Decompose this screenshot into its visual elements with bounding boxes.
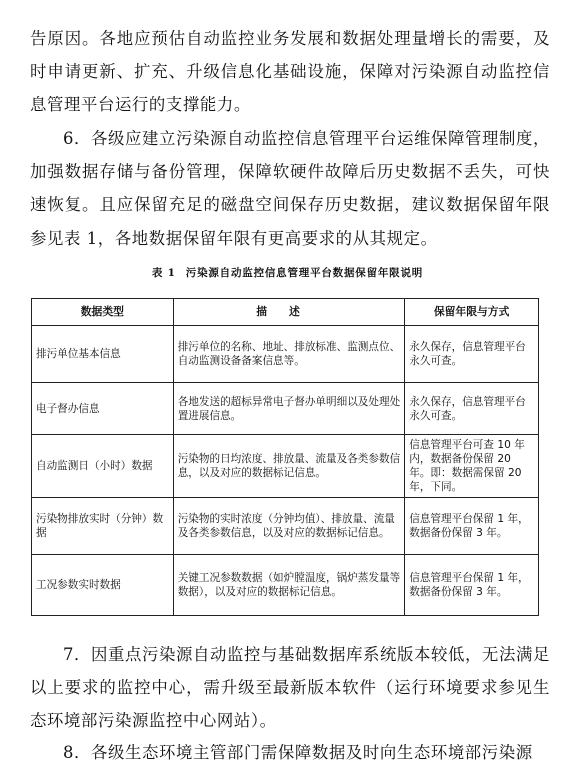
table-caption-title: 污染源自动监控信息管理平台数据保留年限说明: [185, 267, 424, 279]
cell-retention: 信息管理平台可查 10 年内，数据备份保留 20 年。即：数据需保留 20 年，下同。: [405, 435, 539, 498]
cell-description: 排污单位的名称、地址、排放标准、监测点位、自动监测设备备案信息等。: [173, 326, 405, 383]
table-row: [32, 326, 539, 383]
cell-description: 关键工况参数数据（如炉膛温度，锅炉蒸发量等数据），以及对应的数据标记信息。: [173, 555, 405, 616]
cell-description: 各地发送的超标异常电子督办单明细以及处理处置进展信息。: [173, 383, 405, 435]
header-retention: 保留年限与方式: [405, 299, 539, 326]
cell-retention: 信息管理平台保留 1 年，数据备份保留 3 年。: [405, 498, 539, 555]
cell-data-type: 工况参数实时数据: [32, 555, 174, 616]
cell-retention: 信息管理平台保留 1 年，数据备份保留 3 年。: [405, 555, 539, 616]
table-row: [32, 555, 539, 616]
paragraph-item-6: 6．各级应建立污染源自动监控信息管理平台运维保障管理制度，加强数据存储与备份管理，保障软硬件故障后历史数据不丢失，可快速恢复。且应保留充足的磁盘空间保存历史数据，建议数据保留年限参见表 1，各地数据保留年限有更高要求的从其规定。: [30, 129, 550, 248]
paragraph-item-8: 8．各级生态环境主管部门需保障数据及时向生态环境部污染源: [63, 743, 533, 762]
cell-description: 污染物的实时浓度（分钟均值）、排放量、流量及各类参数信息，以及对应的数据标记信息。: [173, 498, 405, 555]
cell-data-type: 电子督办信息: [32, 383, 174, 435]
table-row: [32, 498, 539, 555]
paragraph-continuation: 告原因。各地应预估自动监控业务发展和数据处理量增长的需要，及时申请更新、扩充、升级信息化基础设施，保障对污染源自动监控信息管理平台运行的支撑能力。: [30, 29, 550, 115]
table-header-row: [32, 299, 539, 326]
paragraph-item-7: 7．因重点污染源自动监控与基础数据库系统版本较低，无法满足以上要求的监控中心，需升级至最新版本软件（运行环境要求参见生态环境部污染源监控中心网站）。: [30, 645, 550, 731]
header-data-type: 数据类型: [32, 299, 174, 326]
table-caption: [0, 265, 575, 280]
table-row: [32, 435, 539, 498]
data-retention-table: [31, 298, 539, 616]
cell-description: 污染物的日均浓度、排放量、流量及各类参数信息，以及对应的数据标记信息。: [173, 435, 405, 498]
cell-data-type: 排污单位基本信息: [32, 326, 174, 383]
table-caption-number: 表 1: [151, 267, 176, 279]
cell-data-type: 污染物排放实时（分钟）数据: [32, 498, 174, 555]
cell-retention: 永久保存，信息管理平台永久可查。: [405, 326, 539, 383]
cell-retention: 永久保存，信息管理平台永久可查。: [405, 383, 539, 435]
table-row: [32, 383, 539, 435]
header-description: 描述: [173, 299, 405, 326]
cell-data-type: 自动监测日（小时）数据: [32, 435, 174, 498]
